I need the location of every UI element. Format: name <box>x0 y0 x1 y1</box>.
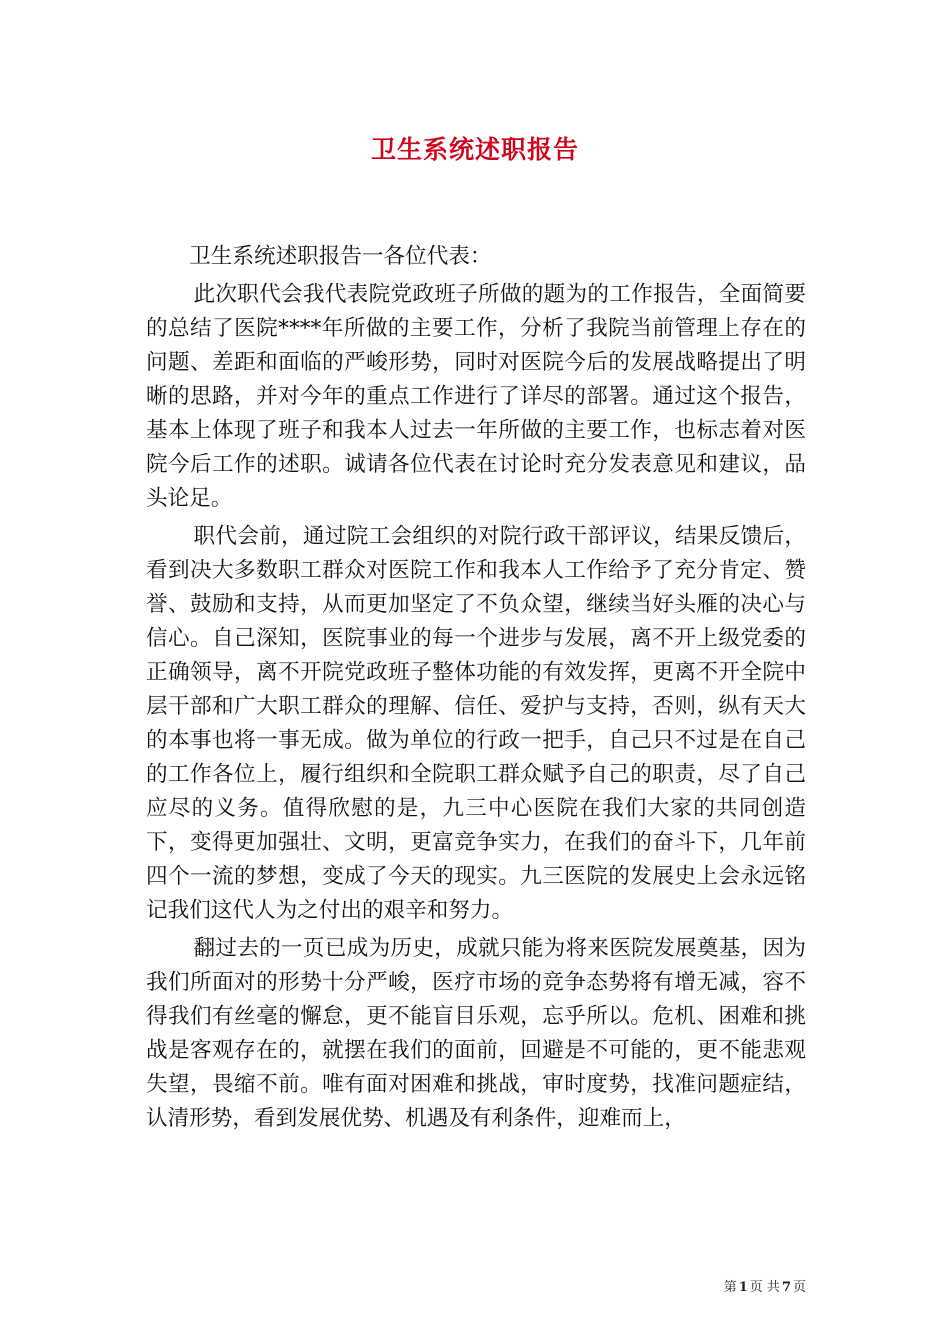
footer-prefix: 第 <box>723 1280 737 1295</box>
paragraph-1: 此次职代会我代表院党政班子所做的题为的工作报告，全面简要的总结了医院****年所做的主要工作，分析了我院当前管理上存在的问题、差距和面临的严峻形势，同时对医院今后的发展战略提出了明晰的思路，并对今年的重点工作进行了详尽的部署。通过这个报告，基本上体现了班子和我本人过去一年所做的主要工作，也标志着对医院今后工作的述职。诚请各位代表在讨论时充分发表意见和建议，品头论足。 <box>146 282 806 511</box>
paragraph-2: 职代会前，通过院工会组织的对院行政干部评议，结果反馈后，看到决大多数职工群众对医院工作和我本人工作给予了充分肯定、赞誉、鼓励和支持，从而更加坚定了不负众望，继续当好头雁的决心与信心。自己深知，医院事业的每一个进步与发展，离不开上级党委的正确领导，离不开院党政班子整体功能的有效发挥，更离不开全院中层干部和广大职工群众的理解、信任、爱护与支持，否则，纵有天大的本事也将一事无成。做为单位的行政一把手，自己只不过是在自己的工作各位上，履行组织和全院职工群众赋予自己的职责，尽了自己应尽的义务。值得欣慰的是，九三中心医院在我们大家的共同创造下，变得更加强壮、文明，更富竞争实力，在我们的奋斗下，几年前四个一流的梦想，变成了今天的现实。九三医院的发展史上会永远铭记我们这代人为之付出的艰辛和努力。 <box>146 524 806 923</box>
footer-suffix: 页 <box>792 1280 806 1295</box>
document-body <box>146 240 806 1140</box>
current-page-number: 1 <box>738 1280 748 1295</box>
page-number-indicator <box>724 1276 806 1295</box>
document-title: 卫生系统述职报告 <box>370 135 579 164</box>
footer-middle: 页 共 <box>749 1280 780 1295</box>
total-pages-number: 7 <box>781 1280 791 1295</box>
greeting-line: 卫生系统述职报告一各位代表： <box>189 244 492 269</box>
paragraph-3: 翻过去的一页已成为历史，成就只能为将来医院发展奠基，因为我们所面对的形势十分严峻，医疗市场的竞争态势将有增无减，容不得我们有丝毫的懈怠，更不能盲目乐观，忘乎所以。危机、困难和挑战是客观存在的，就摆在我们的面前，回避是不可能的，更不能悲观失望，畏缩不前。唯有面对困难和挑战，审时度势，找准问题症结，认清形势，看到发展优势、机遇及有利条件，迎难而上， <box>146 936 806 1131</box>
